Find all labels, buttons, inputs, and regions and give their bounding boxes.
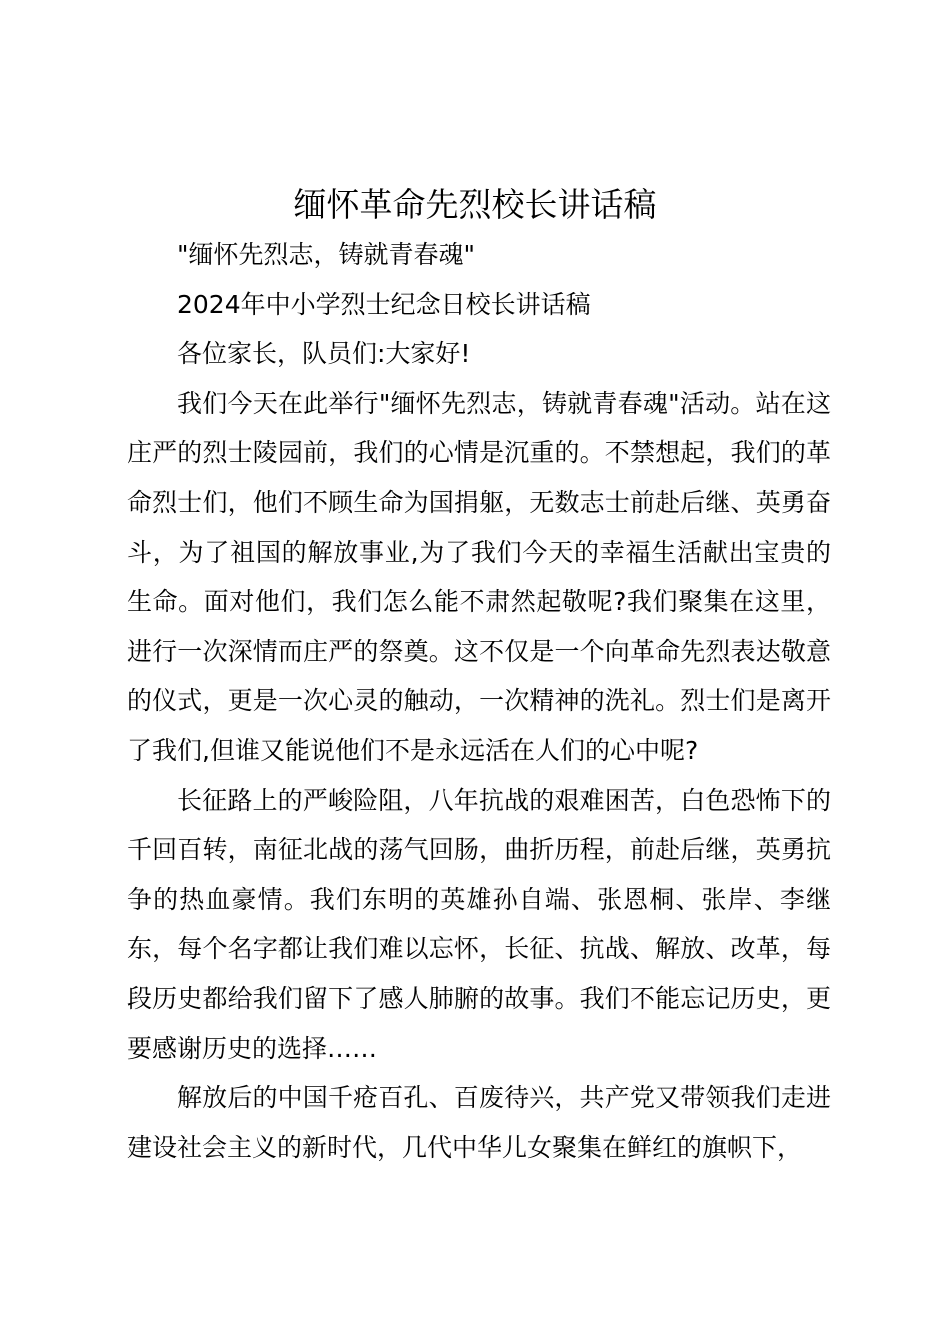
body-paragraph: 长征路上的严峻险阻，八年抗战的艰难困苦，白色恐怖下的千回百转，南征北战的荡气回肠，曲折历程，前赴后继，英勇抗争的热血豪情。我们东明的英雄孙自端、张恩桐、张岸、李继东，每个名字都让我们难以忘怀，长征、抗战、解放、改革，每段历史都给我们留下了感人肺腑的故事。我们不能忘记历史，更要感谢历史的选择……: [127, 785, 831, 1063]
document-title: 缅怀革命先烈校长讲话稿: [293, 185, 657, 224]
body-paragraph: 解放后的中国千疮百孔、百废待兴，共产党又带领我们走进建设社会主义的新时代，几代中华儿女聚集在鲜红的旗帜下，: [127, 1083, 831, 1162]
speech-theme: "缅怀先烈志，铸就青春魂": [177, 240, 475, 269]
body-paragraph: 我们今天在此举行"缅怀先烈志，铸就青春魂"活动。站在这庄严的烈士陵园前，我们的心情是沉重的。不禁想起，我们的革命烈士们，他们不顾生命为国捐躯，无数志士前赴后继、英勇奋斗，为了祖国的解放事业,为了我们今天的幸福生活献出宝贵的生命。面对他们，我们怎么能不肃然起敬呢?我们聚集在这里，进行一次深情而庄严的祭奠。这不仅是一个向革命先烈表达敬意的仪式，更是一次心灵的触动，一次精神的洗礼。烈士们是离开了我们,但谁又能说他们不是永远活在人们的心中呢?: [127, 388, 831, 765]
document-body: [127, 230, 831, 1172]
speech-greeting: 各位家长，队员们:大家好!: [177, 339, 471, 369]
speech-subtitle: 2024年中小学烈士纪念日校长讲话稿: [177, 289, 591, 319]
